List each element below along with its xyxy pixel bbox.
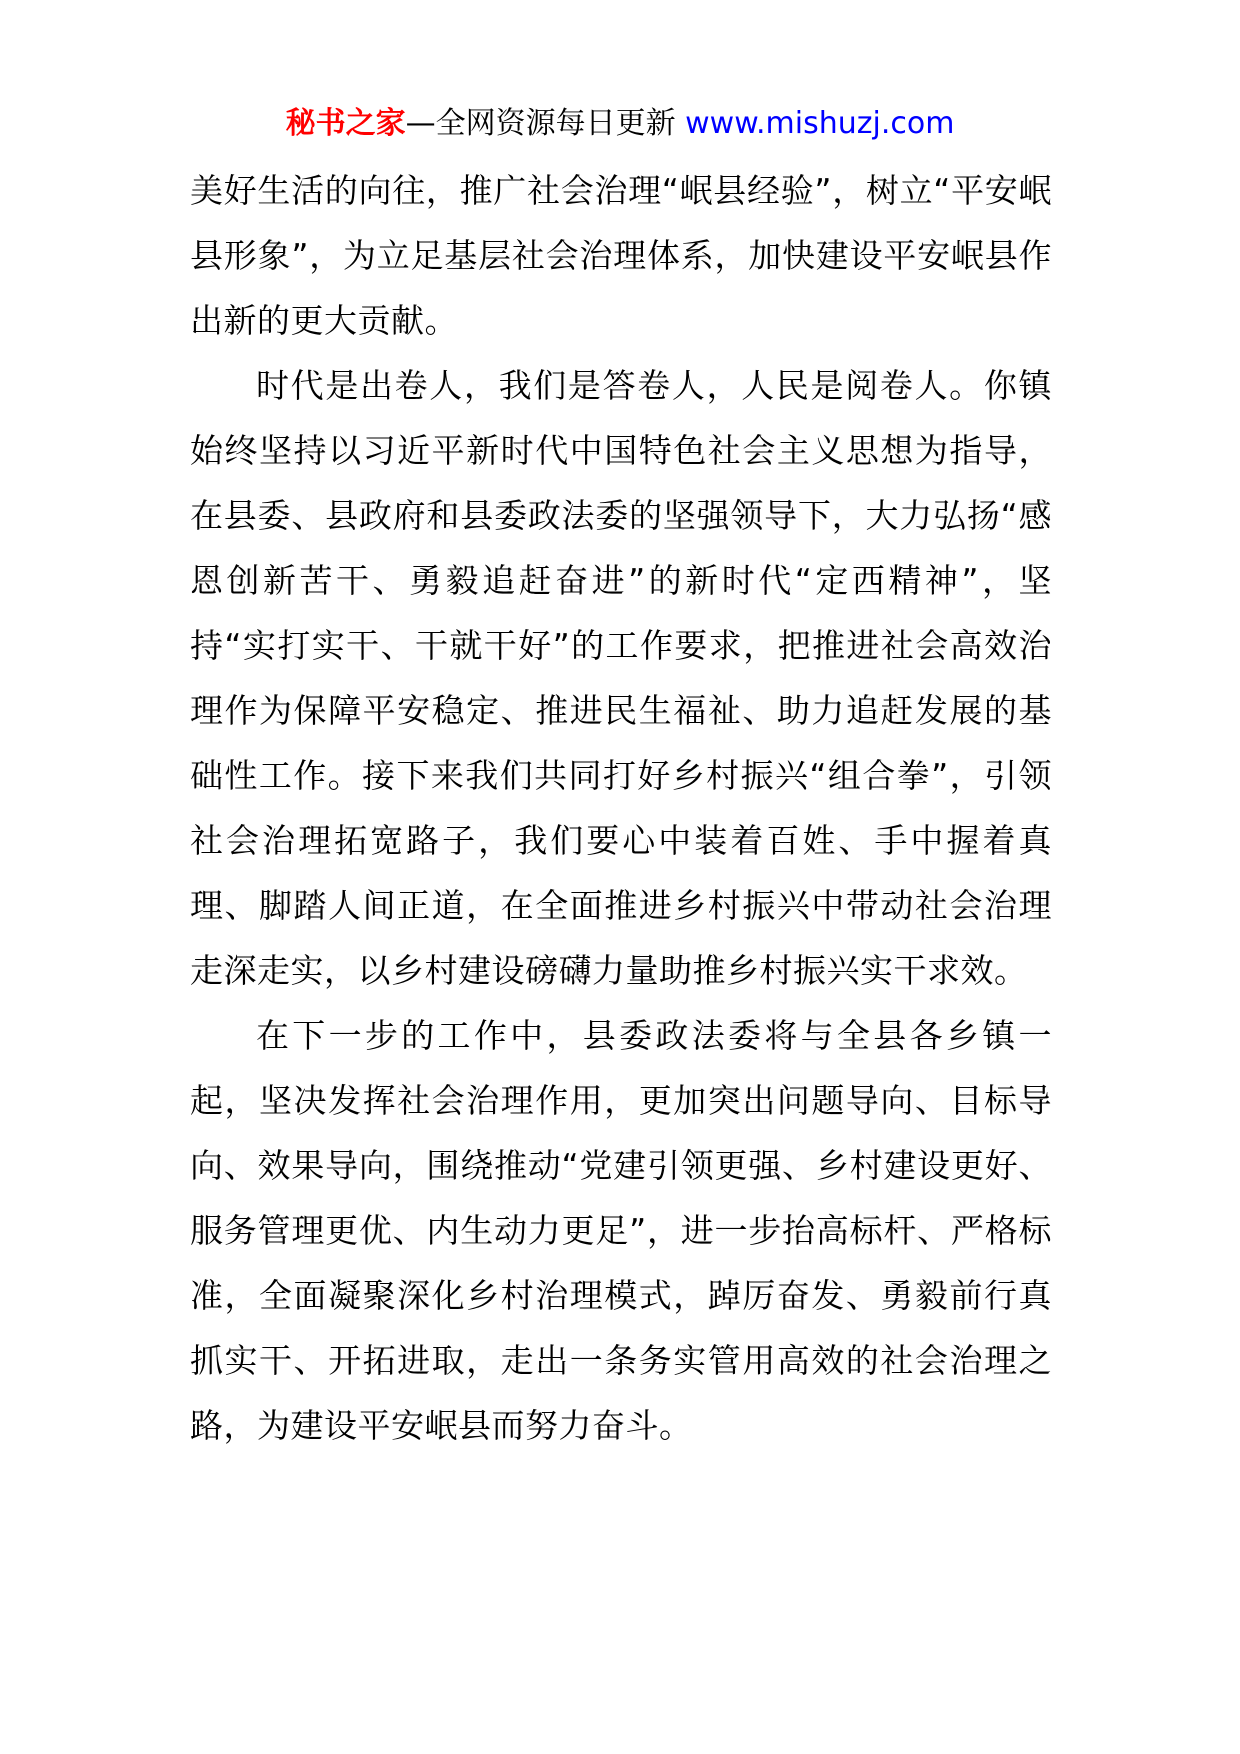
paragraph-continued: 美好生活的向往，推广社会治理“岷县经验”，树立“平安岷县形象”，为立足基层社会治理体系，加快建设平安岷县作出新的更大贡献。 — [190, 171, 1052, 340]
header-url-link[interactable]: www.mishuzj.com — [685, 106, 955, 141]
header-brand: 秘书之家 — [285, 106, 406, 141]
header-slogan: —全网资源每日更新 — [405, 106, 686, 141]
paragraph-next-steps: 在下一步的工作中，县委政法委将与全县各乡镇一起，坚决发挥社会治理作用，更加突出问题导向、目标导向、效果导向，围绕推动“党建引领更强、乡村建设更好、服务管理更优、内生动力更足”，进一步抬高标杆、严格标准，全面凝聚深化乡村治理模式，踔厉奋发、勇毅前行真抓实干、开拓进取，走出一条务实管用高效的社会治理之路，为建设平安岷县而努力奋斗。 — [190, 1016, 1052, 1445]
paragraph-era: 时代是出卷人，我们是答卷人，人民是阅卷人。你镇始终坚持以习近平新时代中国特色社会主义思想为指导，在县委、县政府和县委政法委的坚强领导下，大力弘扬“感恩创新苦干、勇毅追赶奋进”的新时代“定西精神”，坚持“实打实干、干就干好”的工作要求，把推进社会高效治理作为保障平安稳定、推进民生福祉、助力追赶发展的基础性工作。接下来我们共同打好乡村振兴“组合拳”，引领社会治理拓宽路子，我们要心中装着百姓、手中握着真理、脚踏人间正道，在全面推进乡村振兴中带动社会治理走深走实，以乡村建设磅礴力量助推乡村振兴实干求效。 — [190, 366, 1052, 990]
page-header — [0, 98, 1240, 150]
document-body — [190, 158, 1052, 1458]
